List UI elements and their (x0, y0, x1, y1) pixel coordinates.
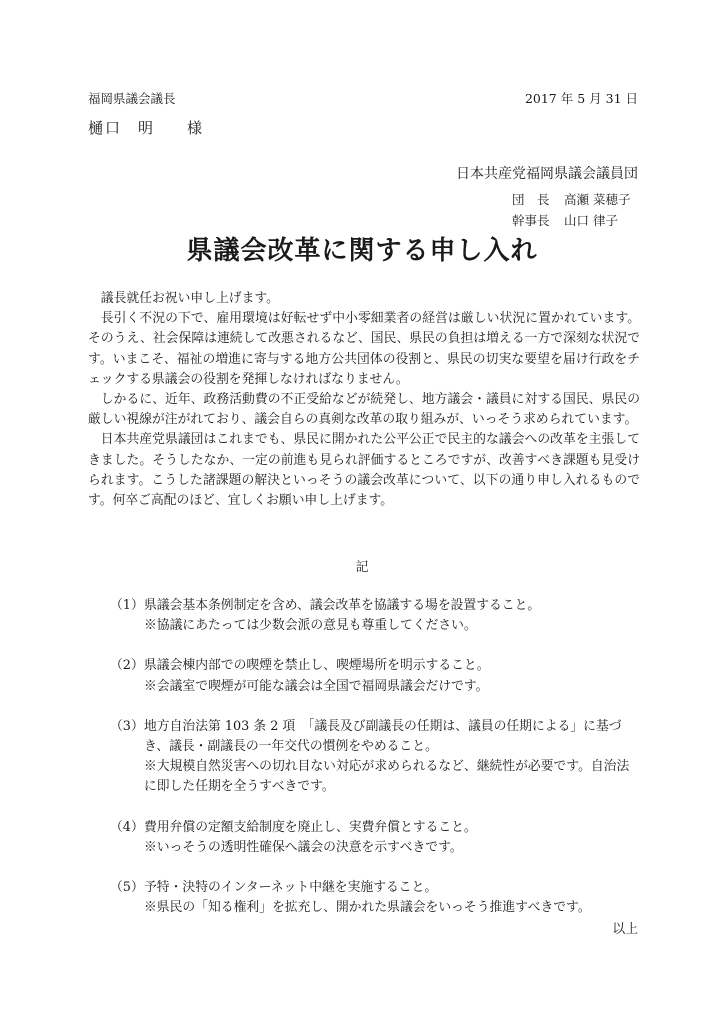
sender-name: 高瀬 菜穂子 (563, 192, 631, 207)
recipient-family-name: 樋口 (88, 119, 123, 137)
request-items (110, 596, 642, 938)
ki-marker: 記 (355, 560, 369, 575)
body-paragraph: 日本共産党県議団はこれまでも、県民に開かれた公平公正で民主的な議会への改革を主張してきました。そうしたなか、一定の前進も見られ評価するところですが、改善すべき課題も見受けられます。こうした諸課題の解決といっそうの議会改革について、以下の通り申し入れるものです。何卒ご高配のほど、宜しくお願い申し上げます。 (88, 432, 640, 509)
document-date: 2017 年 5 月 31 日 (524, 91, 638, 106)
item-text: 県議会基本条例制定を含め、議会改革を協議する場を設置すること。 (144, 598, 541, 613)
item-text: 予特・決特のインターネット中継を実施すること。 (144, 880, 438, 896)
closing-mark: 以上 (612, 922, 638, 937)
body-paragraph: 長引く不況の下で、雇用環境は好転せず中小零細業者の経営は厳しい状況に置かれています。そのうえ、社会保障は連続して改悪されるなど、国民、県民の負担は増える一方で深刻な状況です。いまこそ、福祉の増進に寄与する地方公共団体の役割と、県民の切実な要望を届け行政をチェックする県議会の役割を発揮しなければなりません。 (88, 311, 640, 387)
letter-body (88, 289, 640, 511)
recipient-name (88, 117, 204, 138)
item-number: （1） (110, 598, 144, 613)
body-paragraph: しかるに、近年、政務活動費の不正受給などが続発し、地方議会・議員に対する国民、県民の厳しい視線が注がれており、議会自らの真剣な改革の取り組みが、いっそう求められています。 (88, 392, 640, 428)
recipient-title: 福岡県議会議長 (88, 91, 176, 106)
item-note: ※県民の「知る権利」を拡充し、開かれた県議会をいっそう推進すべきです。 (144, 900, 591, 916)
recipient-honorific: 様 (187, 119, 205, 137)
sender-role: 幹事長 (512, 213, 550, 228)
sender-role: 団 長 (512, 192, 550, 207)
item-text: 費用弁償の定額支給制度を廃止し、実費弁償とすること。 (144, 819, 477, 835)
sender-name: 山口 律子 (563, 213, 618, 228)
item-note: ※大規模自然災害への切れ目ない対応が求められるなど、継続性が必要です。自治法に即した任期を全うすべきです。 (144, 759, 630, 795)
item-text: 地方自治法第 103 条 2 項 「議長及び副議長の任期は、議員の任期による」に基づき、議長・副議長の一年交代の慣例をやめること。 (144, 718, 622, 755)
item-number: （3） (110, 718, 144, 734)
request-item (110, 656, 642, 696)
request-item (110, 878, 642, 918)
item-number: （2） (110, 658, 144, 674)
sender-role-line (512, 190, 630, 208)
item-note: ※協議にあたっては少数会派の意見も尊重してください。 (144, 618, 477, 634)
sender-role-line (512, 211, 618, 229)
item-number: （5） (110, 880, 144, 896)
request-item (110, 717, 642, 798)
recipient-given-name: 明 (138, 119, 156, 137)
request-item (110, 818, 642, 858)
item-note: ※いっそうの透明性確保へ議会の決意を示すべきです。 (144, 839, 463, 855)
item-number: （4） (110, 819, 144, 835)
request-item (110, 596, 642, 636)
item-text: 県議会棟内部での喫煙を禁止し、喫煙場所を明示すること。 (144, 658, 490, 674)
document-title: 県議会改革に関する申し入れ (186, 236, 538, 266)
item-note: ※会議室で喫煙が可能な議会は全国で福岡県議会だけです。 (144, 678, 489, 694)
sender-organization: 日本共産党福岡県議会議員団 (456, 166, 638, 182)
body-paragraph: 議長就任お祝い申し上げます。 (100, 291, 279, 306)
